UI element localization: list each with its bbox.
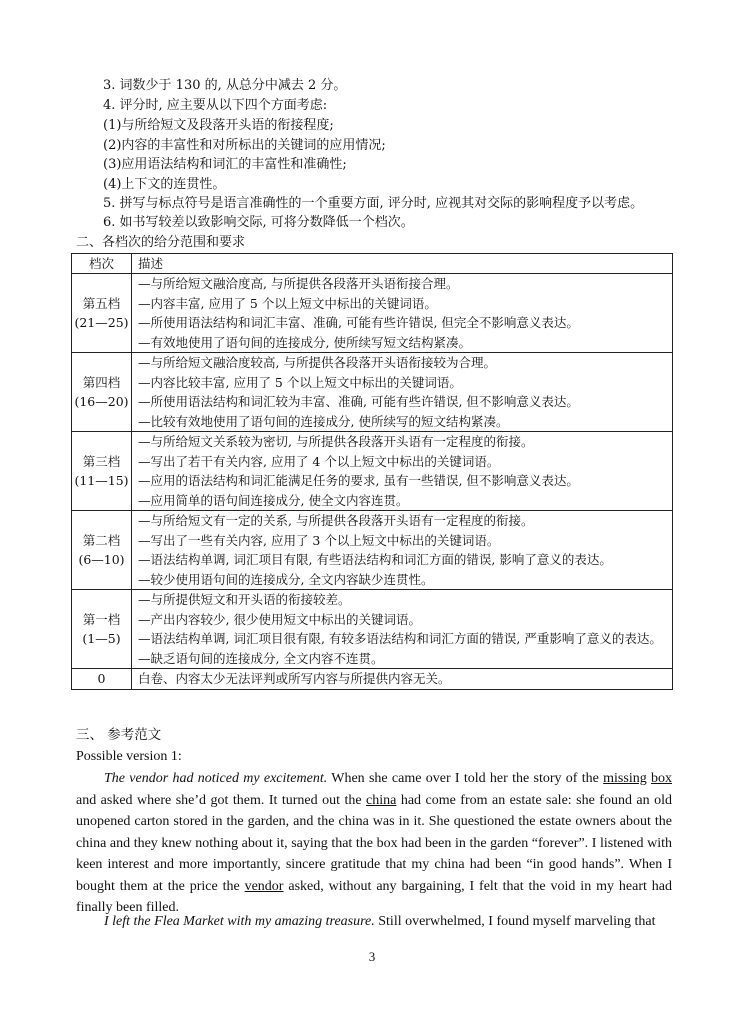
desc-item: —应用的语法结构和词汇能满足任务的要求, 虽有一些错误, 但不影响意义表达。	[138, 473, 579, 488]
level-name: 第二档	[82, 532, 121, 548]
desc-item: —写出了若干有关内容, 应用了 4 个以上短文中标出的关键词语。	[138, 453, 500, 469]
table-row	[72, 274, 673, 353]
desc-item: —缺乏语句间的连接成分, 全文内容不连贯。	[138, 650, 384, 666]
level-range: (1—5)	[82, 631, 121, 646]
desc-item: —较少使用语句间的连接成分, 全文内容缺少连贯性。	[138, 571, 434, 587]
rule-4-2: (2)内容的丰富性和对所标出的关键词的应用情况;	[103, 138, 386, 153]
possible-version-label: Possible version 1:	[76, 749, 182, 764]
table-row	[72, 353, 673, 432]
level-range: (11—15)	[74, 473, 129, 488]
text-run: When she came over I told her the story of the	[327, 771, 604, 786]
header-desc: 描述	[132, 254, 673, 274]
desc-cell	[132, 590, 673, 669]
desc-cell	[132, 669, 673, 690]
desc-cell	[132, 353, 673, 432]
desc-item: —产出内容较少, 很少使用短文中标出的关键词语。	[138, 611, 421, 627]
level-cell	[72, 432, 132, 511]
rule-4-1: (1)与所给短文及段落开头语的衔接程度;	[103, 118, 334, 133]
desc-item: —所使用语法结构和词汇较为丰富、准确, 可能有些许错误, 但不影响意义表达。	[138, 394, 579, 409]
keyword: box	[651, 771, 673, 786]
desc-cell	[132, 511, 673, 590]
essay-paragraph-1	[76, 768, 672, 919]
rule-5: 5. 拼写与标点符号是语言准确性的一个重要方面, 评分时, 应视其对交际的影响程度予以考虑。	[103, 196, 644, 211]
text-run: asked, without any bargaining, I felt that the void in my heart had finally been filled.	[76, 878, 672, 915]
section3-title: 三、 参考范文	[76, 727, 162, 743]
essay-paragraph-2	[76, 911, 672, 933]
desc-cell	[132, 432, 673, 511]
keyword: china	[366, 792, 397, 808]
table-row	[72, 669, 673, 690]
grading-table	[71, 253, 673, 690]
text-run: Still overwhelmed, I found myself marveling that	[374, 914, 656, 929]
level-cell	[72, 669, 132, 690]
level-name: 第五档	[82, 295, 121, 311]
desc-item: —与所给短文融洽度高, 与所提供各段落开头语衔接合理。	[138, 276, 459, 291]
paragraph-lead: I left the Flea Market with my amazing treasure.	[104, 914, 375, 929]
desc-item: —内容比较丰富, 应用了 5 个以上短文中标出的关键词语。	[138, 374, 462, 390]
level-cell	[72, 590, 132, 669]
desc-item: —应用简单的语句间连接成分, 使全文内容连贯。	[138, 492, 409, 508]
section2-title: 二、各档次的给分范围和要求	[76, 235, 246, 250]
table-row	[72, 590, 673, 669]
level-range: (16—20)	[74, 394, 129, 409]
desc-item: —与所给短文有一定的关系, 与所提供各段落开头语有一定程度的衔接。	[138, 513, 534, 528]
desc-item: —所使用语法结构和词汇丰富、准确, 可能有些许错误, 但完全不影响意义表达。	[138, 315, 579, 330]
desc-item: —内容丰富, 应用了 5 个以上短文中标出的关键词语。	[138, 295, 437, 311]
header-level: 档次	[72, 254, 132, 274]
level-range: (21—25)	[74, 315, 129, 330]
text-run: and asked where she’d got them. It turned out the	[76, 792, 367, 808]
desc-item: —有效地使用了语句间的连接成分, 使所续写短文结构紧凑。	[138, 334, 471, 350]
level-name: 第一档	[82, 611, 121, 627]
desc-item: —写出了一些有关内容, 应用了 3 个以上短文中标出的关键词语。	[138, 532, 500, 548]
desc-item: —语法结构单调, 词汇项目有限, 有些语法结构和词汇方面的错误, 影响了意义的表达。	[138, 552, 612, 567]
desc-item: —与所给短文融洽度较高, 与所提供各段落开头语衔接较为合理。	[138, 355, 496, 370]
rule-4: 4. 评分时, 应主要从以下四个方面考虑:	[103, 98, 328, 113]
rule-6: 6. 如书写较差以致影响交际, 可将分数降低一个档次。	[103, 215, 414, 230]
desc-item: 白卷、内容太少无法评判或所写内容与所提供内容无关。	[138, 671, 451, 686]
desc-item: —与所给短文关系较为密切, 与所提供各段落开头语有一定程度的衔接。	[138, 434, 534, 449]
desc-item: —语法结构单调, 词汇项目很有限, 有较多语法结构和词汇方面的错误, 严重影响了意义的表达。	[138, 631, 662, 646]
rule-3: 3. 词数少于 130 的, 从总分中减去 2 分。	[103, 78, 347, 93]
level-name: 第四档	[82, 374, 121, 390]
paragraph-lead: The vendor had noticed my excitement.	[104, 771, 328, 786]
level-cell	[72, 274, 132, 353]
text-run: had come from an estate sale: she found an old unopened carton stored in the garden, and the china was in it. She questioned the estate owners about the china and they knew nothing about it, saying that the box had been in the garden “forever”. I listened with keen interest and more importantly, sincere gratitude that my china had been “in good hands”. When I bought them at the price the	[76, 792, 672, 894]
keyword: missing	[603, 771, 647, 786]
desc-item: —比较有效地使用了语句间的连接成分, 使所续写的短文结构紧凑。	[138, 413, 509, 429]
level-cell	[72, 511, 132, 590]
level-range: (6—10)	[78, 552, 125, 567]
level-name: 0	[97, 671, 106, 686]
table-row	[72, 432, 673, 511]
desc-item: —与所提供短文和开头语的衔接较差。	[138, 592, 351, 607]
table-header-row	[72, 254, 673, 274]
keyword: vendor	[244, 878, 284, 894]
table-row	[72, 511, 673, 590]
desc-cell	[132, 274, 673, 353]
level-cell	[72, 353, 132, 432]
level-name: 第三档	[82, 453, 121, 469]
rule-4-4: (4)上下文的连贯性。	[103, 177, 226, 192]
rule-4-3: (3)应用语法结构和词汇的丰富性和准确性;	[103, 157, 347, 172]
page-number: 3	[368, 949, 376, 964]
